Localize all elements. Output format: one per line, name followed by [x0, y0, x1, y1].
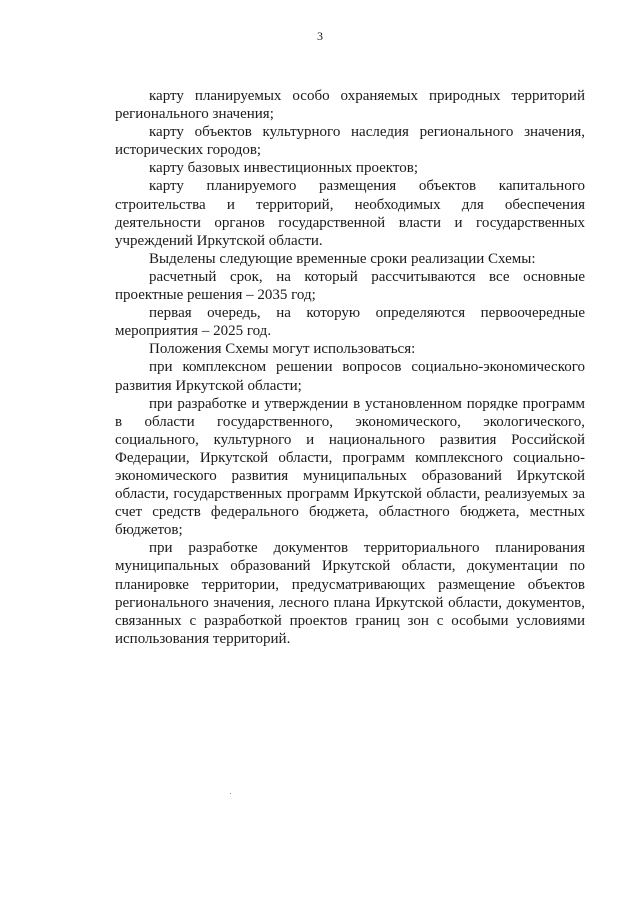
- paragraph-investment-projects-map: карту базовых инвестиционных проектов;: [149, 160, 418, 177]
- paragraph-protected-areas-map: карту планируемых особо охраняемых природных территорий регионального значения;: [115, 88, 585, 123]
- scan-speck: [230, 793, 231, 794]
- paragraph-usage-planning-documents: при разработке документов территориального планирования муниципальных образований Иркутской области, документации по планировке территории, предусматривающих размещение объектов регионального значения, лесного плана Иркутской области, документов, связанных с разработкой проектов границ зон с особыми условиями использования территорий.: [115, 540, 585, 647]
- page-number: 3: [317, 29, 323, 43]
- paragraph-usage-programs: при разработке и утверждении в установленном порядке программ в области государственного, экономического, экологического, социального, культурного и национального развития Российской Федерации, Иркутской области, программ комплексного социально-экономического развития муниципальных образований Иркутской области, государственных программ Иркутской области, реализуемых за счет средств федерального бюджета, областного бюджета, местных бюджетов;: [115, 395, 585, 539]
- paragraph-first-stage: первая очередь, на которую определяются первоочередные мероприятия – 2025 год.: [115, 305, 585, 340]
- paragraph-usage-intro: Положения Схемы могут использоваться:: [149, 341, 416, 358]
- paragraph-cultural-heritage-map: карту объектов культурного наследия регионального значения, исторических городов;: [115, 124, 585, 159]
- body-text: [115, 87, 585, 648]
- paragraph-usage-socioeconomic: при комплексном решении вопросов социально-экономического развития Иркутской области;: [115, 359, 585, 394]
- paragraph-estimated-period: расчетный срок, на который рассчитываются все основные проектные решения – 2035 год;: [115, 268, 585, 304]
- paragraph-time-frames-intro: Выделены следующие временные сроки реализации Схемы:: [149, 250, 536, 267]
- paragraph-capital-construction-map: карту планируемого размещения объектов капитального строительства и территорий, необходимых для обеспечения деятельности органов государственной власти и государственных учреждений Иркутской области.: [115, 178, 585, 249]
